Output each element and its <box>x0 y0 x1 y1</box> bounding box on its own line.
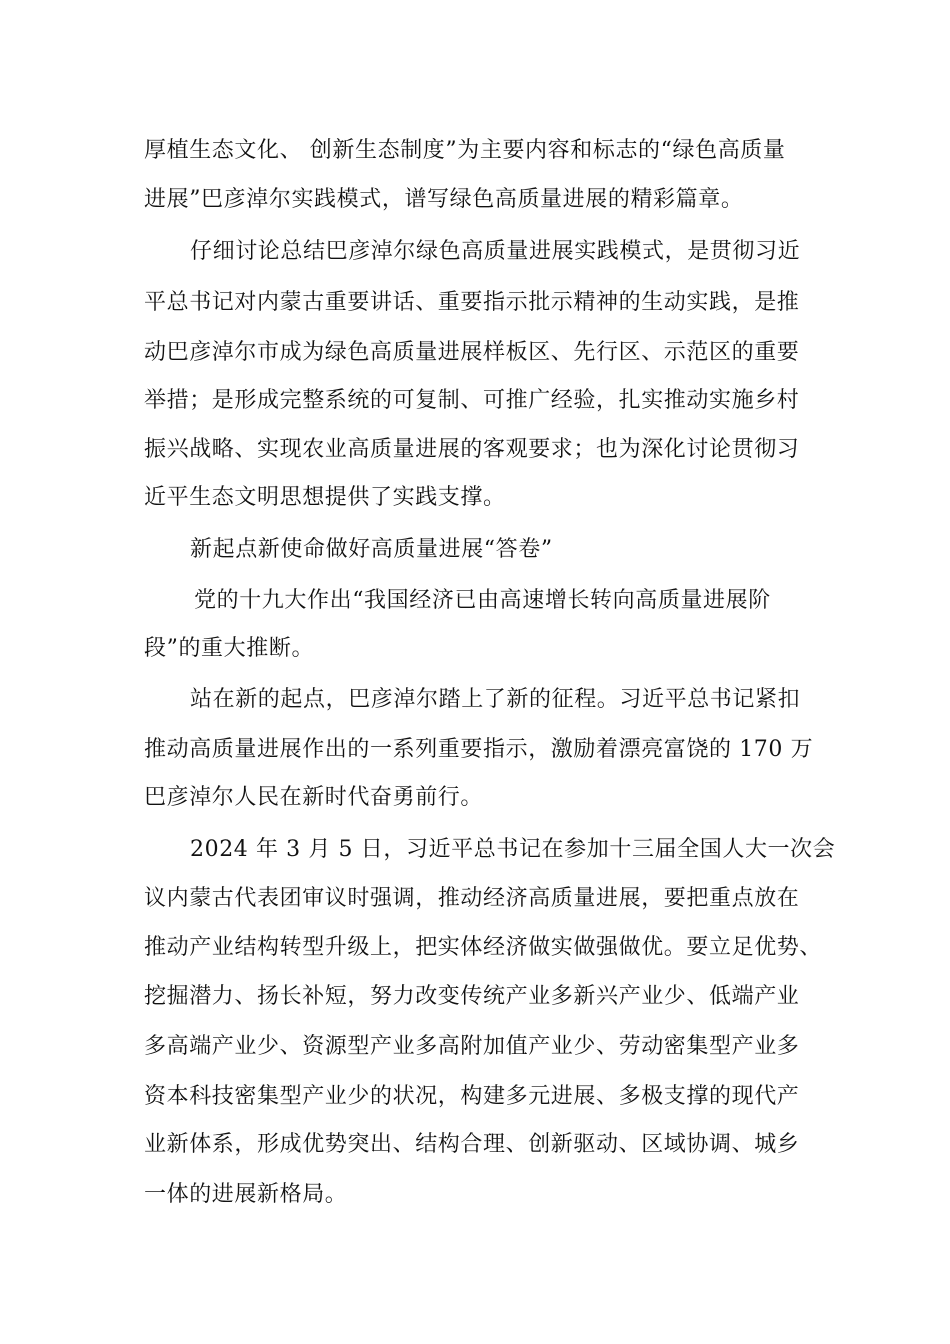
paragraph-line: 多高端产业少、资源型产业多高附加值产业少、劳动密集型产业多 <box>144 1034 800 1059</box>
paragraph-line: 段”的重大推断。 <box>144 636 315 661</box>
paragraph-line: 近平生态文明思想提供了实践支撑。 <box>144 485 506 510</box>
paragraph-line: 推动高质量进展作出的一系列重要指示，激励着漂亮富饶的 170 万 <box>144 737 814 762</box>
section-heading: 新起点新使命做好高质量进展“答卷” <box>190 537 553 562</box>
paragraph-line: 动巴彦淖尔市成为绿色高质量进展样板区、先行区、示范区的重要 <box>144 340 800 365</box>
paragraph-line: 议内蒙古代表团审议时强调，推动经济高质量进展，要把重点放在 <box>144 886 800 911</box>
paragraph-line: 仔细讨论总结巴彦淖尔绿色高质量进展实践模式，是贯彻习近 <box>190 239 801 264</box>
paragraph-line: 党的十九大作出“我国经济已由高速增长转向高质量进展阶 <box>194 588 771 613</box>
paragraph-line: 一体的进展新格局。 <box>144 1182 348 1207</box>
paragraph-line: 振兴战略、实现农业高质量进展的客观要求；也为深化讨论贯彻习 <box>144 437 800 462</box>
paragraph-line: 2024 年 3 月 5 日，习近平总书记在参加十三届全国人大一次会 <box>190 837 836 862</box>
paragraph-line: 推动产业结构转型升级上，把实体经济做实做强做优。要立足优势、 <box>144 935 823 960</box>
paragraph-line: 巴彦淖尔人民在新时代奋勇前行。 <box>144 785 484 810</box>
paragraph-line: 举措；是形成完整系统的可复制、可推广经验，扎实推动实施乡村 <box>144 388 800 413</box>
paragraph-line: 平总书记对内蒙古重要讲话、重要指示批示精神的生动实践，是推 <box>144 290 800 315</box>
paragraph-line: 资本科技密集型产业少的状况，构建多元进展、多极支撑的现代产 <box>144 1084 800 1109</box>
paragraph-line: 站在新的起点，巴彦淖尔踏上了新的征程。习近平总书记紧扣 <box>190 687 801 712</box>
paragraph-line: 业新体系，形成优势突出、结构合理、创新驱动、区域协调、城乡 <box>144 1132 800 1157</box>
paragraph-line: 厚植生态文化、 创新生态制度”为主要内容和标志的“绿色高质量 <box>144 138 786 163</box>
paragraph-line: 进展”巴彦淖尔实践模式，谱写绿色高质量进展的精彩篇章。 <box>144 187 744 212</box>
paragraph-line: 挖掘潜力、扬长补短，努力改变传统产业多新兴产业少、低端产业 <box>144 984 800 1009</box>
